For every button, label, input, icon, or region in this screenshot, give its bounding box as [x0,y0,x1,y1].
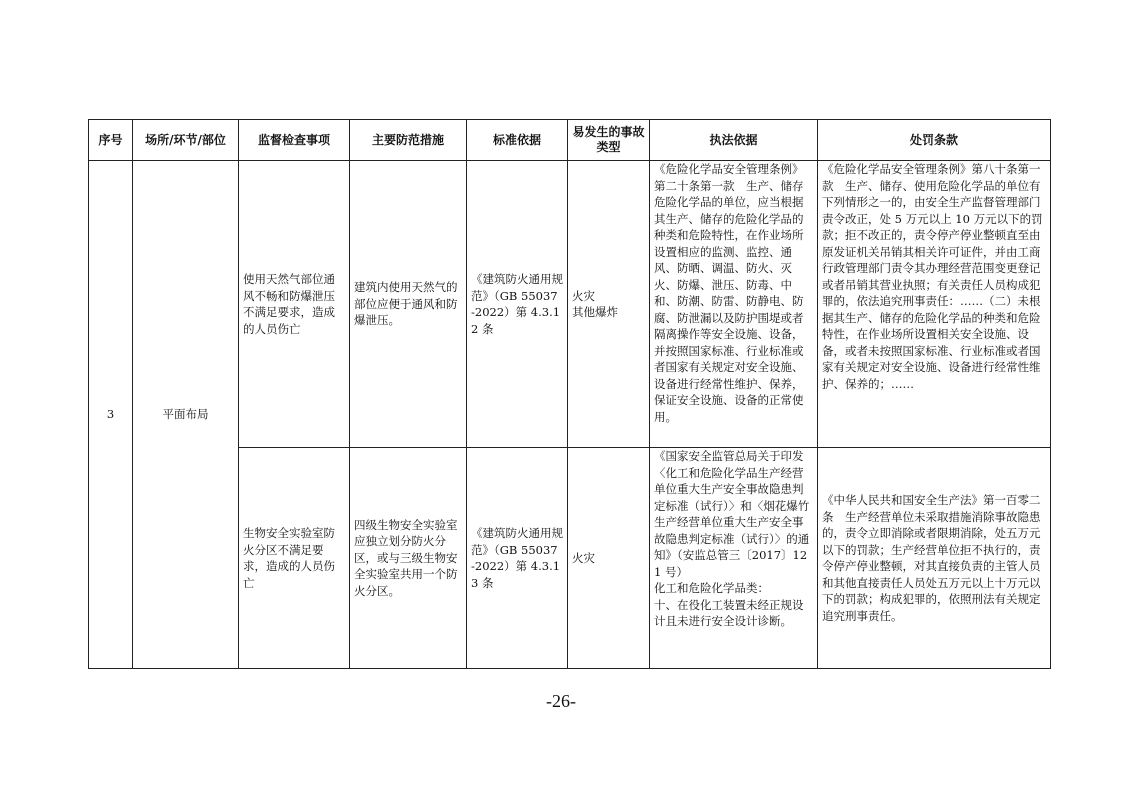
header-law: 执法依据 [650,120,818,161]
standard-cell: 《建筑防火通用规范》（GB 55037 -2022）第 4.3.12 条 [467,161,568,448]
header-row [89,120,1051,161]
item-cell: 生物安全实验室防火分区不满足要求，造成的人员伤亡 [239,448,350,669]
regulation-table [88,119,1051,669]
page-number: -26- [546,691,576,711]
item-cell: 使用天然气部位通风不畅和防爆泄压不满足要求，造成的人员伤亡 [239,161,350,448]
place-cell: 平面布局 [133,161,239,669]
header-accident: 易发生的事故类型 [568,120,650,161]
header-penalty: 处罚条款 [818,120,1051,161]
law-cell: 《国家安全监管总局关于印发〈化工和危险化学品生产经营单位重大生产安全事故隐患判定标准（试行）〉和〈烟花爆竹生产经营单位重大生产安全事故隐患判定标准（试行）〉的通知》（安监总管三〔2017〕121 号） 化工和危险化学品类： 十、在役化工装置未经正规设计且未进行安全设计诊断。 [650,448,818,669]
accident-cell: 火灾 [568,448,650,669]
accident-cell: 火灾 其他爆炸 [568,161,650,448]
standard-cell: 《建筑防火通用规范》（GB 55037 -2022）第 4.3.13 条 [467,448,568,669]
table-row [89,161,1051,448]
header-item: 监督检查事项 [239,120,350,161]
penalty-cell: 《危险化学品安全管理条例》第八十条第一款 生产、储存、使用危险化学品的单位有下列情形之一的，由安全生产监督管理部门责令改正，处 5 万元以上 10 万元以下的罚款；拒不改正的，责令停产停业整顿直至由原发证机关吊销其相关许可证件，并由工商行政管理部门责令其办理经营范围变更登记或者吊销其营业执照；有关责任人员构成犯罪的，依法追究刑事责任：……（二）未根据其生产、储存的危险化学品的种类和危险特性，在作业场所设置相关安全设施、设备，或者未按照国家标准、行业标准或者国家有关规定对安全设施、设备进行经常性维护、保养的；…… [818,161,1051,448]
header-standard: 标准依据 [467,120,568,161]
penalty-cell: 《中华人民共和国安全生产法》第一百零二条 生产经营单位未采取措施消除事故隐患的，责令立即消除或者限期消除，处五万元以下的罚款；生产经营单位拒不执行的，责令停产停业整顿，对其直接负责的主管人员和其他直接责任人员处五万元以上十万元以下的罚款；构成犯罪的，依照刑法有关规定追究刑事责任。 [818,448,1051,669]
law-cell: 《危险化学品安全管理条例》第二十条第一款 生产、储存危险化学品的单位，应当根据其生产、储存的危险化学品的种类和危险特性，在作业场所设置相应的监测、监控、通风、防晒、调温、防火、灭火、防爆、泄压、防毒、中和、防潮、防雷、防静电、防腐、防泄漏以及防护围堤或者隔离操作等安全设施、设备，并按照国家标准、行业标准或者国家有关规定对安全设施、设备进行经常性维护、保养，保证安全设施、设备的正常使用。 [650,161,818,448]
seq-cell: 3 [89,161,133,669]
header-place: 场所/环节/部位 [133,120,239,161]
header-seq: 序号 [89,120,133,161]
measures-cell: 建筑内使用天然气的部位应便于通风和防爆泄压。 [350,161,467,448]
header-measures: 主要防范措施 [350,120,467,161]
measures-cell: 四级生物安全实验室应独立划分防火分区，或与三级生物安全实验室共用一个防火分区。 [350,448,467,669]
